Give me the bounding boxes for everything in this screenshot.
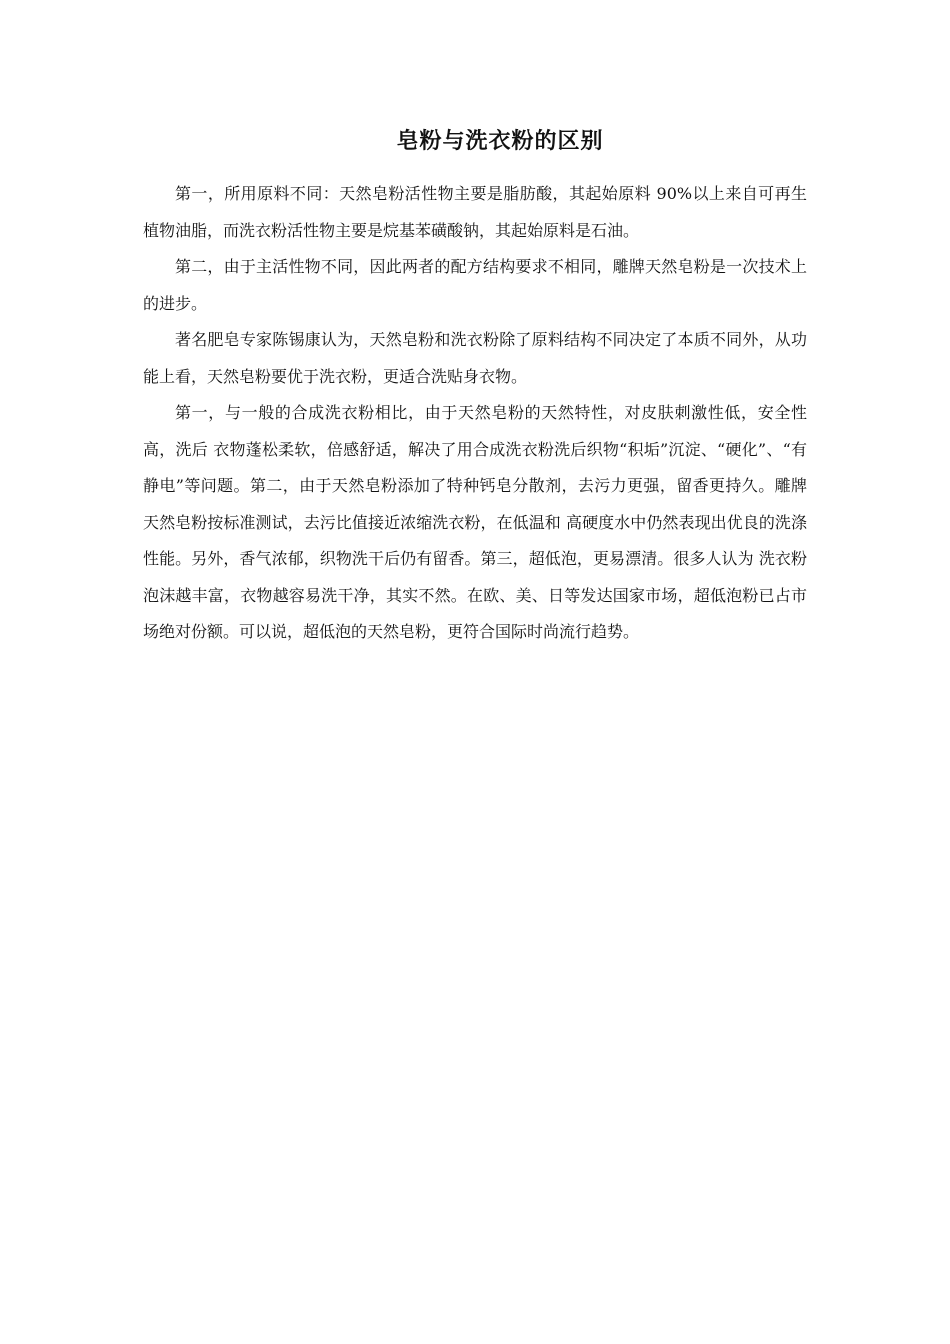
paragraph-3: 著名肥皂专家陈锡康认为，天然皂粉和洗衣粉除了原料结构不同决定了本质不同外，从功能上看，天然皂粉要优于洗衣粉，更适合洗贴身衣物。 xyxy=(143,330,807,386)
paragraph-2: 第二，由于主活性物不同，因此两者的配方结构要求不相同，雕牌天然皂粉是一次技术上的进步。 xyxy=(143,257,807,313)
paragraph-1: 第一，所用原料不同：天然皂粉活性物主要是脂肪酸，其起始原料 90%以上来自可再生植物油脂，而洗衣粉活性物主要是烷基苯磺酸钠，其起始原料是石油。 xyxy=(143,184,807,240)
document-body xyxy=(143,176,807,651)
paragraph-4: 第一，与一般的合成洗衣粉相比，由于天然皂粉的天然特性，对皮肤刺激性低，安全性高，洗后 衣物蓬松柔软，倍感舒适，解决了用合成洗衣粉洗后织物“积垢”沉淀、“硬化”、“有静电”等问题。第二，由于天然皂粉添加了特种钙皂分散剂，去污力更强，留香更持久。雕牌天然皂粉按标准测试，去污比值接近浓缩洗衣粉，在低温和 高硬度水中仍然表现出优良的洗涤性能。另外，香气浓郁，织物洗干后仍有留香。第三，超低泡，更易漂清。很多人认为 洗衣粉泡沫越丰富，衣物越容易洗干净，其实不然。在欧、美、日等发达国家市场，超低泡粉已占市场绝对份额。可以说，超低泡的天然皂粉，更符合国际时尚流行趋势。 xyxy=(143,403,807,641)
document-title: 皂粉与洗衣粉的区别 xyxy=(396,128,604,154)
